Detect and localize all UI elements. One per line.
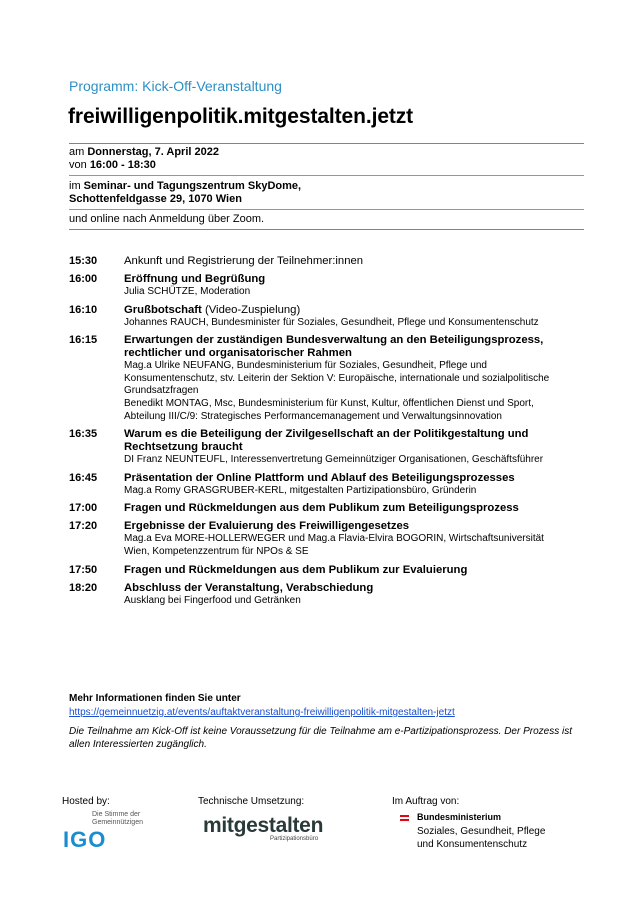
participation-note: Die Teilnahme am Kick-Off ist keine Voraussetzung für die Teilnahme am e-Partizipationsprozess. Der Prozess ist allen Interessierten zugänglich. (69, 726, 572, 750)
agenda-title: Warum es die Beteiligung der Zivilgesellschaft an der Politikgestaltung und Rechtsetzung braucht (124, 428, 529, 454)
agenda-body (124, 502, 554, 515)
agenda-body (124, 428, 554, 467)
agenda-body (124, 273, 554, 299)
agenda-title: Fragen und Rückmeldungen aus dem Publikum zum Beteiligungsprozess (124, 502, 519, 515)
igo-tagline: Die Stimme der Gemeinnützigen (92, 811, 143, 826)
ministry-logo-title: Bundesministerium (417, 812, 502, 822)
divider-date (69, 175, 584, 176)
agenda-row (69, 582, 589, 608)
agenda-detail: DI Franz NEUNTEUFL, Interessenvertretung Gemeinnütziger Organisationen, Geschäftsführer (124, 454, 544, 466)
agenda-detail: Julia SCHÜTZE, Moderation (124, 286, 251, 297)
agenda-time: 16:10 (69, 303, 98, 316)
igo-logo: IGO (63, 827, 107, 852)
agenda-row (69, 502, 589, 515)
program-subtitle: Programm: Kick-Off-Veranstaltung (69, 78, 282, 94)
agenda-row (69, 472, 589, 498)
austria-flag-icon (400, 815, 409, 821)
agenda-title: Abschluss der Veranstaltung, Verabschiedung (124, 581, 374, 594)
agenda-body (124, 582, 554, 608)
agenda-row (69, 564, 589, 577)
agenda-row (69, 334, 589, 423)
mitgestalten-logo: mitgestalten (203, 814, 324, 837)
agenda-title: Grußbotschaft (Video-Zuspielung) (124, 303, 301, 316)
agenda-detail: Mag.a Ulrike NEUFANG, Bundesministerium für Soziales, Gesundheit, Pflege und Konsumentenschutz, stv. Leiterin der Sektion V: Europäische, internationale und sozialpolitische Grundsatzfragen (124, 360, 550, 397)
agenda-title: Ergebnisse der Evaluierung des Freiwilligengesetzes (124, 520, 410, 533)
agenda-time: 16:15 (69, 334, 98, 347)
event-venue: im Seminar- und Tagungszentrum SkyDome, (69, 180, 302, 192)
agenda-body (124, 472, 554, 498)
divider-venue (69, 209, 584, 210)
event-date: am Donnerstag, 7. April 2022 (69, 146, 219, 158)
agenda-body (124, 334, 554, 423)
agenda-detail: Ausklang bei Fingerfood und Getränken (124, 594, 301, 606)
event-address: Schottenfeldgasse 29, 1070 Wien (69, 193, 242, 205)
divider-online (69, 229, 584, 230)
agenda-row (69, 304, 589, 330)
agenda-body (124, 304, 554, 330)
more-info-link[interactable]: https://gemeinnuetzig.at/events/auftaktveranstaltung-freiwilligenpolitik-mitgestalten-jetzt (69, 707, 455, 718)
event-time: von 16:00 - 18:30 (69, 159, 156, 171)
event-online: und online nach Anmeldung über Zoom. (69, 213, 265, 225)
agenda-time: 16:45 (69, 471, 98, 484)
page-title: freiwilligenpolitik.mitgestalten.jetzt (68, 105, 414, 128)
divider-top (69, 143, 584, 144)
more-info-label: Mehr Informationen finden Sie unter (69, 693, 241, 704)
agenda-time: 17:20 (69, 520, 98, 533)
agenda-time: 16:00 (69, 273, 98, 285)
mitgestalten-subtitle: Partizipationsbüro (270, 836, 319, 842)
agenda-body (124, 255, 554, 268)
agenda-body (124, 564, 554, 577)
agenda-detail: Mag.a Eva MORE-HOLLERWEGER und Mag.a Flavia-Elvira BOGORIN, Wirtschaftsuniversität Wien, Kompetenzzentrum für NPOs & SE (124, 533, 544, 557)
agenda-body (124, 520, 554, 558)
agenda-title: Fragen und Rückmeldungen aus dem Publikum zur Evaluierung (124, 563, 468, 576)
agenda-title: Eröffnung und Begrüßung (124, 273, 266, 285)
agenda-time: 16:35 (69, 428, 98, 441)
agenda-row (69, 520, 589, 558)
agenda-detail: Mag.a Romy GRASGRUBER-KERL, mitgestalten Partizipationsbüro, Gründerin (124, 484, 477, 496)
agenda-title: Präsentation der Online Plattform und Ablauf des Beteiligungsprozesses (124, 471, 515, 484)
commissioned-label: Im Auftrag von: (392, 796, 460, 807)
agenda-time: 17:00 (69, 502, 98, 515)
agenda-detail: Johannes RAUCH, Bundesminister für Soziales, Gesundheit, Pflege und Konsumentenschutz (124, 316, 539, 328)
agenda-detail: Benedikt MONTAG, Msc, Bundesministerium für Kunst, Kultur, öffentlichen Dienst und Sport, Abteilung III/C/9: Strategisches Performancemanagement und Verwaltungsinnovation (124, 397, 534, 422)
hosted-by-label: Hosted by: (62, 796, 110, 807)
ministry-logo-subtitle: Soziales, Gesundheit, Pflege und Konsumentenschutz (417, 826, 546, 850)
agenda-time: 17:50 (69, 563, 98, 576)
agenda-row (69, 255, 589, 268)
agenda-title: Ankunft und Registrierung der Teilnehmer:innen (124, 255, 364, 267)
agenda-title: Erwartungen der zuständigen Bundesverwaltung an den Beteiligungsprozess, rechtlicher und organisatorischer Rahmen (124, 334, 544, 360)
agenda-list (69, 255, 589, 612)
agenda-time: 18:20 (69, 581, 98, 594)
agenda-time: 15:30 (69, 255, 98, 267)
agenda-row (69, 428, 589, 467)
tech-label: Technische Umsetzung: (198, 796, 305, 807)
agenda-row (69, 273, 589, 299)
